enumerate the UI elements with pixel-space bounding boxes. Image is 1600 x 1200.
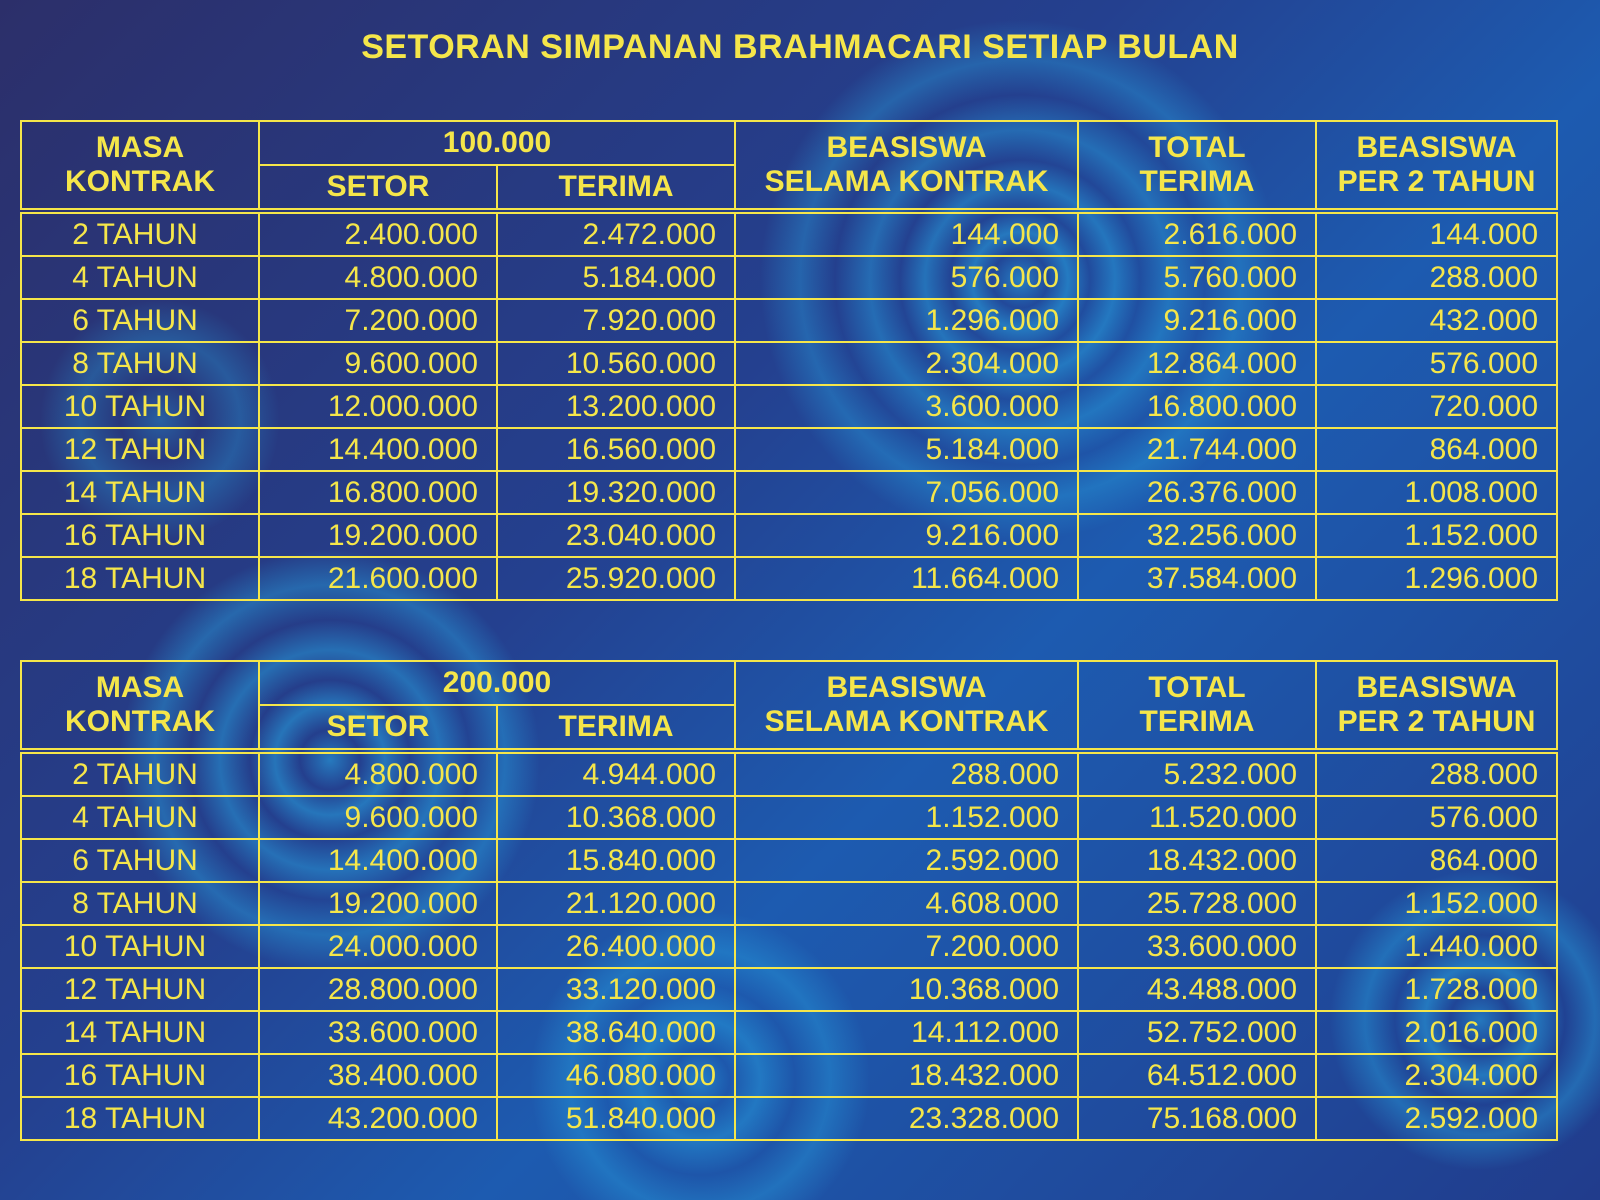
beasiswa-selama-cell: 11.664.000 — [735, 557, 1078, 600]
beasiswa-per2-cell: 576.000 — [1316, 796, 1557, 839]
table-row — [21, 882, 1557, 925]
beasiswa-per2-cell: 1.152.000 — [1316, 882, 1557, 925]
total-terima-cell: 9.216.000 — [1078, 299, 1316, 342]
selama-kontrak-label: SELAMA KONTRAK — [764, 165, 1049, 198]
table-row — [21, 299, 1557, 342]
beasiswa-per2-cell: 2.592.000 — [1316, 1097, 1557, 1140]
setor-cell: 4.800.000 — [259, 751, 497, 796]
setor-cell: 38.400.000 — [259, 1054, 497, 1097]
total-terima-cell: 2.616.000 — [1078, 211, 1316, 256]
masa-kontrak-cell: 18 TAHUN — [21, 557, 259, 600]
setor-cell: 14.400.000 — [259, 428, 497, 471]
setor-cell: 4.800.000 — [259, 256, 497, 299]
setor-header: SETOR — [259, 705, 497, 751]
beasiswa-selama-cell: 144.000 — [735, 211, 1078, 256]
terima-cell: 10.560.000 — [497, 342, 735, 385]
total-terima-cell: 25.728.000 — [1078, 882, 1316, 925]
beasiswa-per2-cell: 576.000 — [1316, 342, 1557, 385]
masa-label: MASA — [95, 671, 185, 704]
beasiswa-selama-cell: 1.152.000 — [735, 796, 1078, 839]
total-terima-cell: 43.488.000 — [1078, 968, 1316, 1011]
beasiswa-per2-cell: 2.304.000 — [1316, 1054, 1557, 1097]
beasiswa-selama-cell: 14.112.000 — [735, 1011, 1078, 1054]
masa-kontrak-cell: 14 TAHUN — [21, 1011, 259, 1054]
total-terima-cell: 64.512.000 — [1078, 1054, 1316, 1097]
setor-cell: 9.600.000 — [259, 796, 497, 839]
terima-cell: 21.120.000 — [497, 882, 735, 925]
total-terima-cell: 21.744.000 — [1078, 428, 1316, 471]
beasiswa-per2-cell: 288.000 — [1316, 256, 1557, 299]
masa-kontrak-cell: 14 TAHUN — [21, 471, 259, 514]
masa-kontrak-cell: 8 TAHUN — [21, 342, 259, 385]
total-terima-header — [1078, 121, 1316, 211]
terima-cell: 4.944.000 — [497, 751, 735, 796]
setor-cell: 9.600.000 — [259, 342, 497, 385]
terima-cell: 2.472.000 — [497, 211, 735, 256]
masa-kontrak-cell: 2 TAHUN — [21, 751, 259, 796]
beasiswa-per2-cell: 1.296.000 — [1316, 557, 1557, 600]
total-terima-cell: 12.864.000 — [1078, 342, 1316, 385]
terima-label: TERIMA — [1139, 165, 1255, 198]
table-row — [21, 751, 1557, 796]
amount-header: 100.000 — [259, 121, 735, 165]
masa-kontrak-cell: 16 TAHUN — [21, 514, 259, 557]
terima-cell: 10.368.000 — [497, 796, 735, 839]
savings-table-100000 — [20, 120, 1558, 601]
total-terima-cell: 26.376.000 — [1078, 471, 1316, 514]
masa-kontrak-cell: 12 TAHUN — [21, 428, 259, 471]
per-2-tahun-label: PER 2 TAHUN — [1337, 705, 1536, 738]
total-label: TOTAL — [1148, 131, 1246, 164]
table-row — [21, 796, 1557, 839]
setor-cell: 33.600.000 — [259, 1011, 497, 1054]
masa-kontrak-cell: 6 TAHUN — [21, 299, 259, 342]
per-2-tahun-label: PER 2 TAHUN — [1337, 165, 1536, 198]
terima-cell: 13.200.000 — [497, 385, 735, 428]
beasiswa-per2-cell: 2.016.000 — [1316, 1011, 1557, 1054]
beasiswa-selama-cell: 10.368.000 — [735, 968, 1078, 1011]
beasiswa-selama-cell: 576.000 — [735, 256, 1078, 299]
beasiswa-selama-header — [735, 661, 1078, 751]
masa-kontrak-cell: 10 TAHUN — [21, 925, 259, 968]
beasiswa-selama-cell: 5.184.000 — [735, 428, 1078, 471]
terima-cell: 26.400.000 — [497, 925, 735, 968]
table-row — [21, 1097, 1557, 1140]
beasiswa-selama-cell: 1.296.000 — [735, 299, 1078, 342]
setor-cell: 14.400.000 — [259, 839, 497, 882]
beasiswa-per2-header — [1316, 121, 1557, 211]
beasiswa-selama-cell: 18.432.000 — [735, 1054, 1078, 1097]
total-terima-cell: 16.800.000 — [1078, 385, 1316, 428]
total-terima-cell: 52.752.000 — [1078, 1011, 1316, 1054]
total-terima-cell: 33.600.000 — [1078, 925, 1316, 968]
masa-kontrak-cell: 12 TAHUN — [21, 968, 259, 1011]
table-row — [21, 968, 1557, 1011]
kontrak-label: KONTRAK — [65, 165, 215, 198]
beasiswa-label: BEASISWA — [1356, 671, 1517, 704]
terima-cell: 5.184.000 — [497, 256, 735, 299]
setor-cell: 21.600.000 — [259, 557, 497, 600]
beasiswa-per2-cell: 1.152.000 — [1316, 514, 1557, 557]
setor-cell: 24.000.000 — [259, 925, 497, 968]
table-row — [21, 428, 1557, 471]
total-terima-cell: 5.232.000 — [1078, 751, 1316, 796]
table-row — [21, 557, 1557, 600]
masa-kontrak-cell: 10 TAHUN — [21, 385, 259, 428]
masa-kontrak-cell: 6 TAHUN — [21, 839, 259, 882]
savings-table-200000 — [20, 660, 1558, 1141]
beasiswa-selama-cell: 288.000 — [735, 751, 1078, 796]
masa-kontrak-header — [21, 661, 259, 751]
table-row — [21, 1011, 1557, 1054]
terima-header: TERIMA — [497, 165, 735, 211]
setor-cell: 43.200.000 — [259, 1097, 497, 1140]
total-terima-cell: 37.584.000 — [1078, 557, 1316, 600]
masa-kontrak-cell: 4 TAHUN — [21, 796, 259, 839]
table-row — [21, 385, 1557, 428]
table-body — [21, 751, 1557, 1140]
page-title: SETORAN SIMPANAN BRAHMACARI SETIAP BULAN — [361, 28, 1239, 66]
terima-cell: 7.920.000 — [497, 299, 735, 342]
table-row — [21, 471, 1557, 514]
total-terima-cell: 18.432.000 — [1078, 839, 1316, 882]
beasiswa-per2-header — [1316, 661, 1557, 751]
beasiswa-per2-cell: 1.008.000 — [1316, 471, 1557, 514]
total-terima-cell: 75.168.000 — [1078, 1097, 1316, 1140]
setor-cell: 7.200.000 — [259, 299, 497, 342]
total-terima-header — [1078, 661, 1316, 751]
setor-cell: 12.000.000 — [259, 385, 497, 428]
beasiswa-selama-cell: 7.200.000 — [735, 925, 1078, 968]
masa-kontrak-cell: 18 TAHUN — [21, 1097, 259, 1140]
setor-cell: 19.200.000 — [259, 514, 497, 557]
beasiswa-per2-cell: 1.440.000 — [1316, 925, 1557, 968]
selama-kontrak-label: SELAMA KONTRAK — [764, 705, 1049, 738]
masa-kontrak-cell: 16 TAHUN — [21, 1054, 259, 1097]
beasiswa-per2-cell: 432.000 — [1316, 299, 1557, 342]
beasiswa-selama-cell: 2.592.000 — [735, 839, 1078, 882]
terima-header: TERIMA — [497, 705, 735, 751]
terima-cell: 46.080.000 — [497, 1054, 735, 1097]
total-terima-cell: 5.760.000 — [1078, 256, 1316, 299]
table-row — [21, 925, 1557, 968]
terima-cell: 51.840.000 — [497, 1097, 735, 1140]
terima-cell: 33.120.000 — [497, 968, 735, 1011]
kontrak-label: KONTRAK — [65, 705, 215, 738]
beasiswa-per2-cell: 864.000 — [1316, 839, 1557, 882]
beasiswa-label: BEASISWA — [826, 671, 987, 704]
beasiswa-per2-cell: 720.000 — [1316, 385, 1557, 428]
setor-cell: 19.200.000 — [259, 882, 497, 925]
beasiswa-selama-cell: 4.608.000 — [735, 882, 1078, 925]
beasiswa-label: BEASISWA — [826, 131, 987, 164]
table-row — [21, 514, 1557, 557]
beasiswa-per2-cell: 144.000 — [1316, 211, 1557, 256]
masa-kontrak-cell: 2 TAHUN — [21, 211, 259, 256]
table-row — [21, 256, 1557, 299]
terima-cell: 23.040.000 — [497, 514, 735, 557]
total-terima-cell: 32.256.000 — [1078, 514, 1316, 557]
masa-label: MASA — [95, 131, 185, 164]
masa-kontrak-cell: 8 TAHUN — [21, 882, 259, 925]
setor-cell: 16.800.000 — [259, 471, 497, 514]
beasiswa-selama-cell: 2.304.000 — [735, 342, 1078, 385]
amount-header: 200.000 — [259, 661, 735, 705]
masa-kontrak-cell: 4 TAHUN — [21, 256, 259, 299]
terima-label: TERIMA — [1139, 705, 1255, 738]
masa-kontrak-header — [21, 121, 259, 211]
total-label: TOTAL — [1148, 671, 1246, 704]
beasiswa-selama-cell: 7.056.000 — [735, 471, 1078, 514]
beasiswa-per2-cell: 288.000 — [1316, 751, 1557, 796]
setor-cell: 28.800.000 — [259, 968, 497, 1011]
table-row — [21, 211, 1557, 256]
total-terima-cell: 11.520.000 — [1078, 796, 1316, 839]
beasiswa-per2-cell: 864.000 — [1316, 428, 1557, 471]
beasiswa-selama-header — [735, 121, 1078, 211]
beasiswa-per2-cell: 1.728.000 — [1316, 968, 1557, 1011]
setor-cell: 2.400.000 — [259, 211, 497, 256]
table-row — [21, 1054, 1557, 1097]
table-body — [21, 211, 1557, 600]
setor-header: SETOR — [259, 165, 497, 211]
table-row — [21, 839, 1557, 882]
beasiswa-selama-cell: 23.328.000 — [735, 1097, 1078, 1140]
table-row — [21, 342, 1557, 385]
beasiswa-selama-cell: 9.216.000 — [735, 514, 1078, 557]
terima-cell: 25.920.000 — [497, 557, 735, 600]
terima-cell: 19.320.000 — [497, 471, 735, 514]
beasiswa-selama-cell: 3.600.000 — [735, 385, 1078, 428]
terima-cell: 16.560.000 — [497, 428, 735, 471]
terima-cell: 38.640.000 — [497, 1011, 735, 1054]
terima-cell: 15.840.000 — [497, 839, 735, 882]
beasiswa-label: BEASISWA — [1356, 131, 1517, 164]
